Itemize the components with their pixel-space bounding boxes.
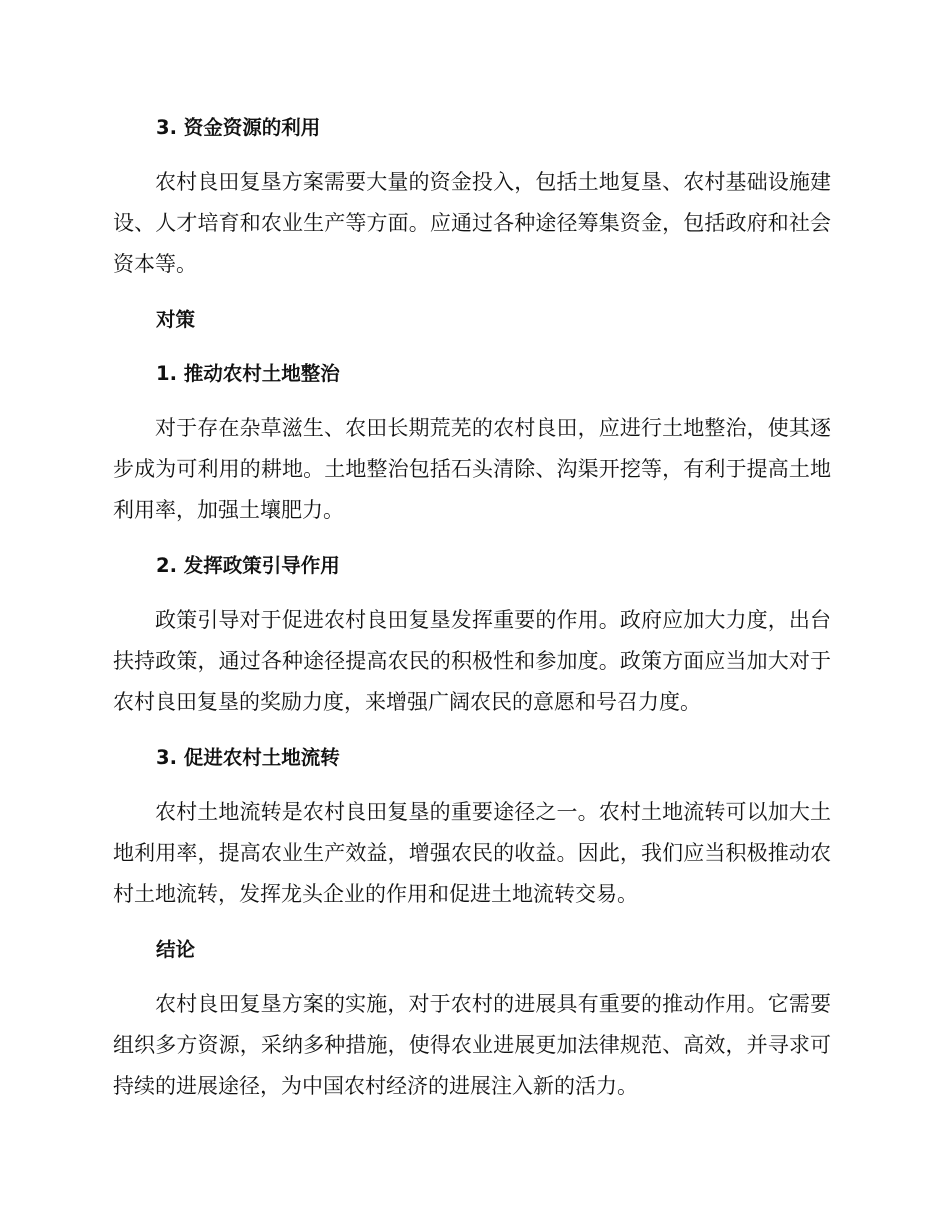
section-heading-countermeasures: 对策: [156, 308, 196, 331]
section-heading-land-remediation: 1. 推动农村土地整治: [156, 362, 340, 385]
paragraph-land-transfer: 农村土地流转是农村良田复垦的重要途径之一。农村土地流转可以加大土地利用率，提高农业生产效益，增强农民的收益。因此，我们应当积极推动农村土地流转，发挥龙头企业的作用和促进土地流转交易。: [113, 800, 831, 906]
paragraph-funding: 农村良田复垦方案需要大量的资金投入，包括土地复垦、农村基础设施建设、人才培育和农业生产等方面。应通过各种途径筹集资金，包括政府和社会资本等。: [113, 170, 831, 276]
paragraph-policy-guidance: 政策引导对于促进农村良田复垦发挥重要的作用。政府应加大力度，出台扶持政策，通过各种途径提高农民的积极性和参加度。政策方面应当加大对于农村良田复垦的奖励力度，来增强广阔农民的意愿和号召力度。: [113, 608, 831, 714]
paragraph-conclusion: 农村良田复垦方案的实施，对于农村的进展具有重要的推动作用。它需要组织多方资源，采纳多种措施，使得农业进展更加法律规范、高效，并寻求可持续的进展途径，为中国农村经济的进展注入新的活力。: [113, 992, 831, 1098]
section-heading-funding: 3. 资金资源的利用: [156, 116, 321, 139]
paragraph-land-remediation: 对于存在杂草滋生、农田长期荒芜的农村良田，应进行土地整治，使其逐步成为可利用的耕地。土地整治包括石头清除、沟渠开挖等，有利于提高土地利用率，加强土壤肥力。: [113, 416, 831, 522]
section-heading-land-transfer: 3. 促进农村土地流转: [156, 746, 340, 769]
section-heading-policy-guidance: 2. 发挥政策引导作用: [156, 554, 340, 577]
document-page: [113, 108, 831, 1107]
section-heading-conclusion: 结论: [156, 938, 196, 961]
